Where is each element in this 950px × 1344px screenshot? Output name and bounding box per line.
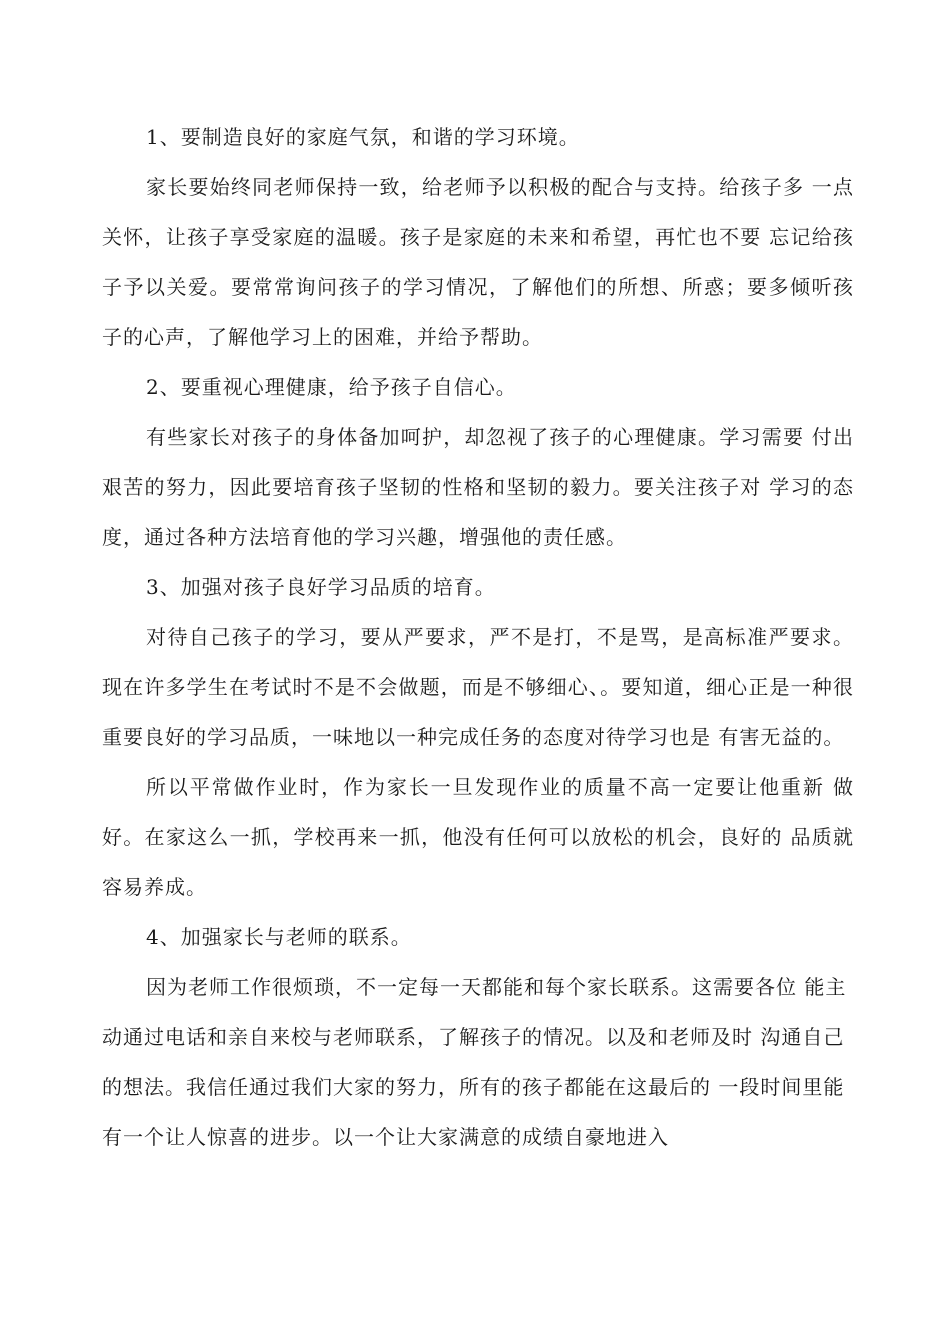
section-heading-4: 4、加强家长与老师的联系。 xyxy=(146,925,412,949)
section-2-paragraph-1: 有些家长对孩子的身体备加呵护，却忽视了孩子的心理健康。学习需要 付出艰苦的努力，因此要培育孩子坚韧的性格和坚韧的毅力。要关注孩子对 学习的态度，通过各种方法培育他的学习兴趣，增强他的责任感。 xyxy=(102,425,854,549)
section-heading-3: 3、加强对孩子良好学习品质的培育。 xyxy=(146,575,496,599)
section-heading-2: 2、要重视心理健康，给予孩子自信心。 xyxy=(146,375,517,399)
section-3-paragraph-1: 对待自己孩子的学习，要从严要求，严不是打，不是骂，是高标准严要求。现在许多学生在考试时不是不会做题，而是不够细心、。要知道，细心正是一种很重要良好的学习品质，一味地以一种完成任务的态度对待学习也是 有害无益的。 xyxy=(102,625,854,749)
section-1-paragraph-1: 家长要始终同老师保持一致，给老师予以积极的配合与支持。给孩子多 一点关怀，让孩子享受家庭的温暖。孩子是家庭的未来和希望，再忙也不要 忘记给孩子予以关爱。要常常询问孩子的学习情况，了解他们的所想、所惑；要多倾听孩子的心声，了解他学习上的困难，并给予帮助。 xyxy=(102,175,854,349)
section-heading-1: 1、要制造良好的家庭气氛，和谐的学习环境。 xyxy=(146,125,580,149)
document-body xyxy=(102,112,854,1162)
section-4-paragraph-1: 因为老师工作很烦琐，不一定每一天都能和每个家长联系。这需要各位 能主动通过电话和亲自来校与老师联系，了解孩子的情况。以及和老师及时 沟通自己的想法。我信任通过我们大家的努力，所有的孩子都能在这最后的 一段时间里能有一个让人惊喜的进步。以一个让大家满意的成绩自豪地进入 xyxy=(102,975,847,1149)
section-3-paragraph-2: 所以平常做作业时，作为家长一旦发现作业的质量不高一定要让他重新 做好。在家这么一抓，学校再来一抓，他没有任何可以放松的机会，良好的 品质就容易养成。 xyxy=(102,775,854,899)
